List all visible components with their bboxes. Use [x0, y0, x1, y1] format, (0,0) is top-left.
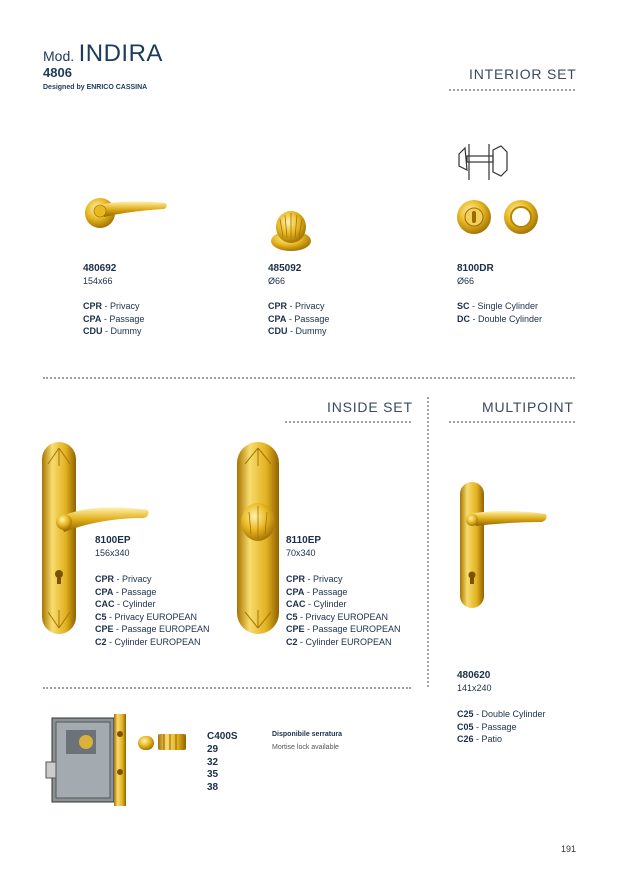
options-list [95, 573, 210, 648]
knob-backplate-image [235, 440, 281, 636]
product-code: 8100DR [457, 263, 494, 274]
deadbolt-diagram-image [455, 140, 511, 184]
product-size: 156x340 [95, 548, 130, 558]
option-item: C2 - Cylinder EUROPEAN [95, 636, 201, 647]
product-size: 141x240 [457, 683, 492, 693]
option-item: CDU - Dummy [268, 326, 327, 336]
option-item: C5 - Privacy EUROPEAN [95, 611, 198, 622]
section-inside-set: INSIDE SET [327, 399, 413, 415]
option-item: C05 - Passage [457, 721, 517, 732]
option-item: CPA - Passage [286, 586, 348, 597]
backset-item: 35 [207, 769, 219, 780]
option-item: CPR - Privacy [286, 574, 343, 584]
options-list [268, 300, 329, 338]
option-item: C5 - Privacy EUROPEAN [286, 611, 389, 622]
divider [43, 377, 575, 379]
model-name: INDIRA [78, 40, 163, 67]
product-code: 8100EP [95, 535, 131, 546]
option-item: CPE - Passage EUROPEAN [95, 624, 210, 634]
options-list [286, 573, 401, 648]
mortise-note-en: Mortise lock available [272, 744, 339, 751]
product-code: 8110EP [286, 535, 322, 546]
mortise-code: C400S [207, 731, 238, 742]
option-item: C26 - Patio [457, 734, 503, 744]
model-title [43, 40, 163, 68]
option-item: CDU - Dummy [83, 326, 142, 336]
product-code: 480692 [83, 263, 117, 274]
backset-item: 29 [207, 744, 219, 755]
section-multipoint: MULTIPOINT [482, 399, 574, 415]
model-code: 4806 [43, 65, 72, 80]
product-size: 154x66 [83, 276, 113, 286]
product-size: Ø66 [268, 276, 286, 286]
backset-item: 38 [207, 781, 219, 793]
option-item: C2 - Cylinder EUROPEAN [286, 636, 392, 647]
option-item: CPR - Privacy [95, 574, 152, 584]
option-item: CPR - Privacy [268, 301, 325, 311]
knob-image [268, 207, 314, 253]
product-size: Ø66 [457, 276, 475, 286]
option-item: CAC - Cylinder [286, 599, 347, 609]
option-item: CPA - Passage [95, 586, 157, 597]
option-item: CPR - Privacy [83, 301, 140, 311]
option-item: CAC - Cylinder [95, 599, 156, 609]
mortise-note-it: Disponibile serratura [272, 731, 343, 738]
divider [427, 397, 429, 687]
divider [449, 89, 575, 91]
divider [285, 421, 411, 423]
product-code: 485092 [268, 263, 302, 274]
option-item: C25 - Double Cylinder [457, 709, 546, 719]
backset-item: 32 [207, 756, 219, 768]
options-list [457, 708, 546, 746]
deadbolt-image [454, 198, 544, 238]
backset-list [207, 744, 218, 794]
divider [43, 687, 411, 689]
product-size: 70x340 [286, 548, 316, 558]
section-interior-set: INTERIOR SET [469, 66, 577, 82]
multipoint-handle-image [458, 480, 548, 610]
product-code: 480620 [457, 670, 491, 681]
option-item: DC - Double Cylinder [457, 313, 543, 324]
options-list [83, 300, 144, 338]
mortise-lock-image [42, 712, 192, 808]
page-number: 191 [561, 844, 577, 854]
divider [449, 421, 575, 423]
options-list [457, 300, 542, 325]
option-item: SC - Single Cylinder [457, 301, 539, 311]
option-item: CPA - Passage [83, 313, 145, 324]
designer-credit: Designed by ENRICO CASSINA [43, 84, 148, 91]
option-item: CPE - Passage EUROPEAN [286, 624, 401, 634]
lever-rose-image [80, 193, 170, 233]
mod-prefix: Mod. [43, 48, 75, 64]
option-item: CPA - Passage [268, 313, 330, 324]
